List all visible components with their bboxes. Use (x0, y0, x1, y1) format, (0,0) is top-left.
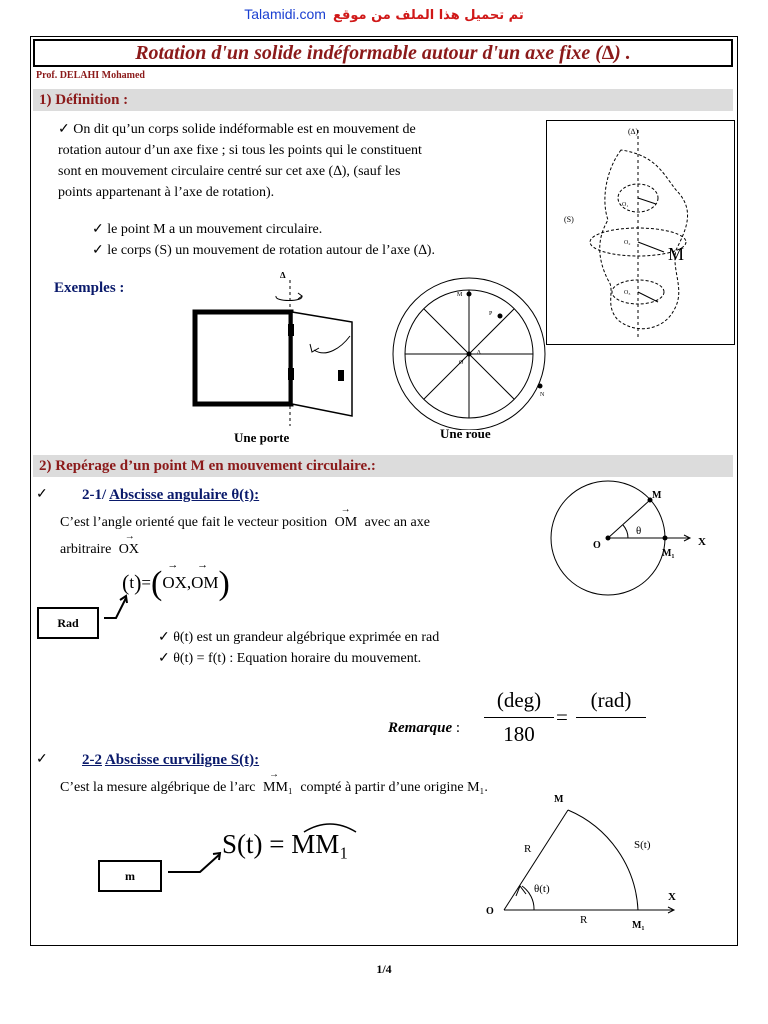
bullet-item: ✓ θ(t) est un grandeur algébrique exprimée en rad (158, 630, 440, 645)
svg-text:N: N (540, 392, 545, 398)
svg-text:X: X (698, 536, 706, 548)
definition-text: compté à partir d’une origine M₁. (300, 780, 488, 795)
bullet-item: ✓ le point M a un mouvement circulaire. (92, 222, 323, 237)
definition-line: ✓ On dit qu’un corps solide indéformable est en mouvement de (58, 122, 416, 137)
wheel-caption: Une roue (440, 426, 491, 441)
arrow-icon (102, 592, 132, 622)
arc-hat (300, 820, 360, 834)
svg-text:∆: ∆ (280, 270, 286, 280)
subsection-number: 2-2 (82, 752, 102, 768)
section2-heading: 2) Repérage d’un point M en mouvement circulaire.: (33, 455, 733, 477)
subsection-2-2 (82, 752, 259, 769)
wheel-figure (386, 270, 552, 430)
section1-heading: 1) Définition : (33, 89, 733, 111)
svg-text:M: M (554, 794, 564, 805)
definition-text: C’est l’angle orienté que fait le vecteur position (60, 515, 328, 530)
page-number: 1/4 (376, 962, 392, 976)
site-arabic-text: تم تحميل هذا الملف من موقع (332, 8, 524, 23)
svg-text:O₃: O₃ (624, 290, 631, 296)
svg-text:R: R (524, 843, 532, 855)
definition-bullets (92, 219, 552, 261)
svg-text:M: M (668, 244, 685, 264)
solid-body-figure (546, 120, 736, 346)
curvilinear-definition (60, 769, 488, 798)
examples-label: Exemples : (54, 280, 125, 296)
arc-mm1: → MM₁ (263, 769, 293, 795)
svg-text:M: M (457, 292, 463, 298)
angle-definition-line1 (60, 504, 430, 533)
subsection-title: Abscisse angulaire θ(t): (109, 487, 260, 503)
author: Prof. DELAHI Mohamed (36, 70, 145, 81)
svg-text:(S): (S) (564, 215, 574, 224)
svg-text:θ: θ (636, 525, 642, 537)
svg-text:O₂: O₂ (624, 240, 631, 246)
definition-text: C’est la mesure algébrique de l’arc (60, 780, 256, 795)
svg-text:∆: ∆ (477, 350, 481, 356)
vector-label: OX (118, 542, 140, 557)
remark-rhs-bar (576, 717, 646, 718)
remark-label: Remarque : (388, 720, 461, 736)
vector-label: OM (334, 515, 358, 530)
site-name[interactable]: Talamidi.com (244, 6, 326, 22)
svg-text:O₁: O₁ (622, 202, 629, 208)
page-title: Rotation d'un solide indéformable autour d'un axe fixe (∆) . (33, 39, 733, 67)
bullet-item: ✓ le corps (S) un mouvement de rotation autour de l’axe (∆). (92, 243, 435, 258)
definition-line: sont en mouvement circulaire centré sur cet axe (∆), (sauf les (58, 164, 401, 179)
svg-text:O: O (486, 906, 494, 917)
definition-line: rotation autour d’un axe fixe ; si tous les points qui le constituent (58, 143, 422, 158)
remark-denominator: 180 (503, 722, 535, 746)
svg-text:θ(t): θ(t) (534, 883, 550, 895)
vector-om: → OM (334, 504, 358, 530)
unit-box-rad: Rad (37, 607, 99, 639)
svg-text:O: O (593, 540, 601, 551)
angle-definition-line2 (60, 531, 140, 560)
bullet-item: ✓ θ(t) = f(t) : Equation horaire du mouvement. (158, 651, 422, 666)
svg-text:P: P (489, 311, 493, 317)
site-header (0, 6, 768, 24)
arc-label: MM₁ (263, 780, 293, 795)
svg-text:S(t): S(t) (634, 839, 651, 851)
definition-line: points appartenant à l’axe de rotation). (58, 185, 275, 200)
curvilinear-formula: S(t) = MM₁ (222, 829, 349, 859)
angular-abscissa-diagram (540, 480, 720, 600)
remark-numerator: (deg) (496, 688, 542, 712)
subsection-title: Abscisse curviligne S(t): (104, 752, 260, 768)
subsection-2-1 (82, 487, 259, 504)
svg-text:O: O (459, 360, 464, 366)
arrow-icon (166, 848, 224, 878)
curvilinear-abscissa-diagram (482, 790, 692, 940)
svg-text:X: X (668, 891, 676, 903)
svg-text:M₁: M₁ (632, 920, 645, 931)
remark-fraction-bar (484, 717, 554, 718)
definition-text: arbitraire (60, 542, 112, 557)
svg-text:(∆): (∆) (628, 127, 639, 136)
unit-box-m: m (98, 860, 162, 892)
svg-text:R: R (580, 914, 588, 926)
vector-ox: → OX (118, 531, 140, 557)
subsection-number: 2-1/ (82, 487, 107, 503)
svg-text:M: M (652, 490, 662, 501)
svg-text:M₁: M₁ (662, 548, 675, 559)
definition-text: avec an axe (364, 515, 430, 530)
door-caption: Une porte (234, 430, 290, 445)
door-figure (186, 266, 356, 430)
check-icon: ✓ (36, 487, 48, 502)
angle-formula: (t)=( → OX, → OM) (122, 559, 230, 602)
check-icon: ✓ (36, 752, 48, 767)
angle-bullets (158, 627, 558, 669)
remark-label-text: Remarque (388, 720, 453, 736)
remark-rhs: (rad) (590, 688, 632, 712)
equals-sign: = (556, 705, 568, 729)
definition-paragraph (58, 119, 538, 203)
